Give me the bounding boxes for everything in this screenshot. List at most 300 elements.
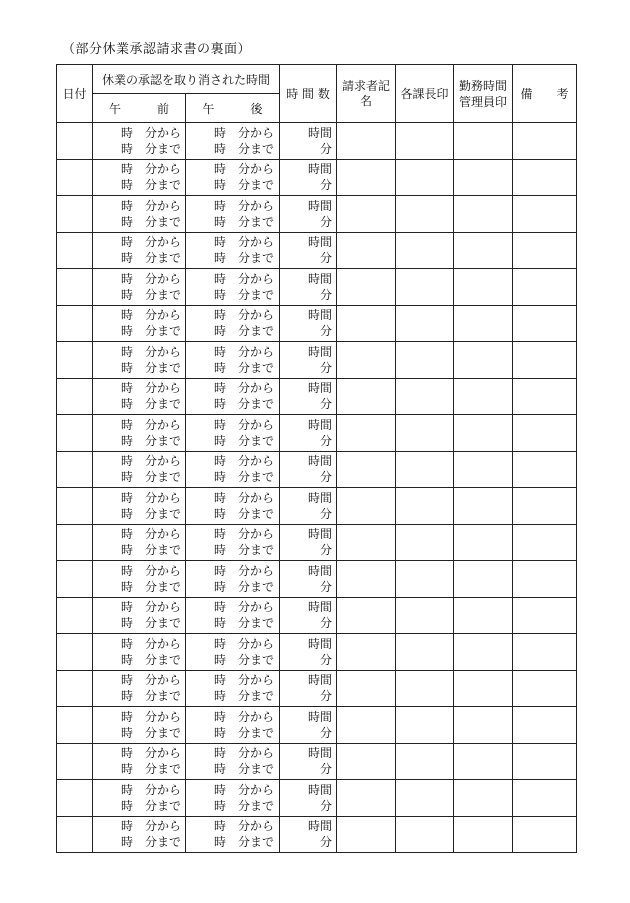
requester-cell[interactable] <box>337 305 396 342</box>
section-chief-cell[interactable] <box>396 707 454 744</box>
section-chief-cell[interactable] <box>396 634 454 671</box>
pm-time-cell[interactable] <box>186 743 280 780</box>
hours-cell[interactable] <box>280 816 337 853</box>
header-remarks: 備 考 <box>513 65 577 123</box>
pm-time-cell[interactable] <box>186 524 280 561</box>
remarks-cell[interactable] <box>513 670 577 707</box>
hours-cell[interactable] <box>280 488 337 525</box>
section-chief-cell[interactable] <box>396 123 454 160</box>
pm-to: 時 分まで <box>214 579 275 594</box>
am-to: 時 分まで <box>121 178 182 193</box>
pm-to: 時 分まで <box>214 324 275 339</box>
requester-cell[interactable] <box>337 269 396 306</box>
am-time-cell[interactable] <box>93 780 186 817</box>
am-from: 時 分から <box>121 454 182 469</box>
minutes-unit: 分 <box>320 251 333 266</box>
am-time-cell[interactable] <box>93 342 186 379</box>
remarks-cell[interactable] <box>513 342 577 379</box>
manager-cell[interactable] <box>454 342 513 379</box>
pm-time-cell[interactable] <box>186 123 280 160</box>
hours-unit: 時間 <box>308 308 333 323</box>
hours-unit: 時間 <box>308 636 333 651</box>
am-to: 時 分まで <box>121 762 182 777</box>
am-to: 時 分まで <box>121 214 182 229</box>
table-row <box>57 123 577 160</box>
am-to: 時 分まで <box>121 543 182 558</box>
manager-cell[interactable] <box>454 707 513 744</box>
remarks-cell[interactable] <box>513 232 577 269</box>
section-chief-cell[interactable] <box>396 488 454 525</box>
pm-time-cell[interactable] <box>186 634 280 671</box>
manager-cell[interactable] <box>454 159 513 196</box>
remarks-cell[interactable] <box>513 159 577 196</box>
hours-cell[interactable] <box>280 524 337 561</box>
date-cell[interactable] <box>57 451 93 488</box>
table-row <box>57 451 577 488</box>
date-cell[interactable] <box>57 816 93 853</box>
hours-unit: 時間 <box>308 235 333 250</box>
section-chief-cell[interactable] <box>396 232 454 269</box>
remarks-cell[interactable] <box>513 707 577 744</box>
minutes-unit: 分 <box>320 470 333 485</box>
manager-cell[interactable] <box>454 743 513 780</box>
am-time-cell[interactable] <box>93 159 186 196</box>
minutes-unit: 分 <box>320 725 333 740</box>
am-to: 時 分まで <box>121 251 182 266</box>
minutes-unit: 分 <box>320 141 333 156</box>
requester-cell[interactable] <box>337 780 396 817</box>
minutes-unit: 分 <box>320 397 333 412</box>
table-row <box>57 159 577 196</box>
pm-to: 時 分まで <box>214 543 275 558</box>
pm-to: 時 分まで <box>214 835 275 850</box>
hours-cell[interactable] <box>280 415 337 452</box>
section-chief-cell[interactable] <box>396 816 454 853</box>
pm-time-cell[interactable] <box>186 232 280 269</box>
pm-from: 時 分から <box>214 782 275 797</box>
header-hours: 時 間 数 <box>280 65 337 123</box>
manager-cell[interactable] <box>454 196 513 233</box>
section-chief-cell[interactable] <box>396 743 454 780</box>
am-time-cell[interactable] <box>93 670 186 707</box>
am-from: 時 分から <box>121 709 182 724</box>
section-chief-cell[interactable] <box>396 597 454 634</box>
am-to: 時 分まで <box>121 470 182 485</box>
minutes-unit: 分 <box>320 652 333 667</box>
hours-unit: 時間 <box>308 819 333 834</box>
am-to: 時 分まで <box>121 835 182 850</box>
requester-cell[interactable] <box>337 488 396 525</box>
am-time-cell[interactable] <box>93 524 186 561</box>
requester-cell[interactable] <box>337 561 396 598</box>
am-from: 時 分から <box>121 490 182 505</box>
am-to: 時 分まで <box>121 652 182 667</box>
remarks-cell[interactable] <box>513 488 577 525</box>
minutes-unit: 分 <box>320 689 333 704</box>
pm-time-cell[interactable] <box>186 159 280 196</box>
table-row <box>57 342 577 379</box>
pm-from: 時 分から <box>214 636 275 651</box>
am-from: 時 分から <box>121 235 182 250</box>
table-row <box>57 743 577 780</box>
pm-from: 時 分から <box>214 454 275 469</box>
hours-cell[interactable] <box>280 378 337 415</box>
date-cell[interactable] <box>57 707 93 744</box>
header-row-1 <box>57 65 577 94</box>
am-time-cell[interactable] <box>93 451 186 488</box>
manager-cell[interactable] <box>454 780 513 817</box>
pm-to: 時 分まで <box>214 251 275 266</box>
date-cell[interactable] <box>57 634 93 671</box>
pm-to: 時 分まで <box>214 689 275 704</box>
section-chief-cell[interactable] <box>396 415 454 452</box>
requester-cell[interactable] <box>337 159 396 196</box>
pm-to: 時 分まで <box>214 798 275 813</box>
pm-to: 時 分まで <box>214 433 275 448</box>
pm-to: 時 分まで <box>214 360 275 375</box>
minutes-unit: 分 <box>320 543 333 558</box>
requester-cell[interactable] <box>337 378 396 415</box>
remarks-cell[interactable] <box>513 123 577 160</box>
am-to: 時 分まで <box>121 324 182 339</box>
am-time-cell[interactable] <box>93 378 186 415</box>
minutes-unit: 分 <box>320 506 333 521</box>
minutes-unit: 分 <box>320 287 333 302</box>
remarks-cell[interactable] <box>513 780 577 817</box>
table-row <box>57 561 577 598</box>
pm-from: 時 分から <box>214 125 275 140</box>
hours-unit: 時間 <box>308 490 333 505</box>
pm-time-cell[interactable] <box>186 707 280 744</box>
pm-from: 時 分から <box>214 235 275 250</box>
am-time-cell[interactable] <box>93 196 186 233</box>
pm-time-cell[interactable] <box>186 269 280 306</box>
date-cell[interactable] <box>57 269 93 306</box>
pm-to: 時 分まで <box>214 141 275 156</box>
manager-cell[interactable] <box>454 123 513 160</box>
manager-cell[interactable] <box>454 269 513 306</box>
manager-cell[interactable] <box>454 378 513 415</box>
hours-cell[interactable] <box>280 123 337 160</box>
am-to: 時 分まで <box>121 397 182 412</box>
pm-from: 時 分から <box>214 819 275 834</box>
table-row <box>57 524 577 561</box>
am-time-cell[interactable] <box>93 305 186 342</box>
am-from: 時 分から <box>121 819 182 834</box>
section-chief-cell[interactable] <box>396 451 454 488</box>
header-am: 午 前 <box>93 94 186 123</box>
hours-cell[interactable] <box>280 561 337 598</box>
am-time-cell[interactable] <box>93 561 186 598</box>
am-from: 時 分から <box>121 782 182 797</box>
requester-cell[interactable] <box>337 232 396 269</box>
pm-time-cell[interactable] <box>186 342 280 379</box>
pm-to: 時 分まで <box>214 178 275 193</box>
section-chief-cell[interactable] <box>396 378 454 415</box>
remarks-cell[interactable] <box>513 524 577 561</box>
date-cell[interactable] <box>57 305 93 342</box>
am-from: 時 分から <box>121 125 182 140</box>
table-row <box>57 196 577 233</box>
pm-time-cell[interactable] <box>186 561 280 598</box>
requester-cell[interactable] <box>337 451 396 488</box>
pm-time-cell[interactable] <box>186 415 280 452</box>
manager-cell[interactable] <box>454 415 513 452</box>
section-chief-cell[interactable] <box>396 524 454 561</box>
date-cell[interactable] <box>57 670 93 707</box>
am-from: 時 分から <box>121 198 182 213</box>
table-row <box>57 232 577 269</box>
manager-cell[interactable] <box>454 561 513 598</box>
minutes-unit: 分 <box>320 433 333 448</box>
pm-to: 時 分まで <box>214 397 275 412</box>
form-caption: （部分休業承認請求書の裏面） <box>62 42 252 57</box>
remarks-cell[interactable] <box>513 451 577 488</box>
manager-cell[interactable] <box>454 670 513 707</box>
am-time-cell[interactable] <box>93 123 186 160</box>
section-chief-cell[interactable] <box>396 159 454 196</box>
section-chief-cell[interactable] <box>396 670 454 707</box>
am-to: 時 分まで <box>121 287 182 302</box>
minutes-unit: 分 <box>320 798 333 813</box>
requester-cell[interactable] <box>337 342 396 379</box>
manager-cell[interactable] <box>454 488 513 525</box>
manager-cell[interactable] <box>454 232 513 269</box>
hours-unit: 時間 <box>308 417 333 432</box>
hours-unit: 時間 <box>308 162 333 177</box>
minutes-unit: 分 <box>320 762 333 777</box>
am-time-cell[interactable] <box>93 707 186 744</box>
hours-unit: 時間 <box>308 271 333 286</box>
am-time-cell[interactable] <box>93 597 186 634</box>
manager-cell[interactable] <box>454 816 513 853</box>
manager-cell[interactable] <box>454 634 513 671</box>
hours-unit: 時間 <box>308 454 333 469</box>
am-from: 時 分から <box>121 162 182 177</box>
table-row <box>57 378 577 415</box>
manager-cell[interactable] <box>454 597 513 634</box>
am-from: 時 分から <box>121 417 182 432</box>
am-time-cell[interactable] <box>93 743 186 780</box>
hours-unit: 時間 <box>308 600 333 615</box>
pm-to: 時 分まで <box>214 616 275 631</box>
hours-unit: 時間 <box>308 563 333 578</box>
pm-from: 時 分から <box>214 490 275 505</box>
pm-from: 時 分から <box>214 162 275 177</box>
requester-cell[interactable] <box>337 816 396 853</box>
am-from: 時 分から <box>121 563 182 578</box>
date-cell[interactable] <box>57 488 93 525</box>
date-cell[interactable] <box>57 415 93 452</box>
am-from: 時 分から <box>121 746 182 761</box>
remarks-cell[interactable] <box>513 743 577 780</box>
pm-to: 時 分まで <box>214 506 275 521</box>
requester-cell[interactable] <box>337 743 396 780</box>
am-time-cell[interactable] <box>93 415 186 452</box>
am-time-cell[interactable] <box>93 816 186 853</box>
date-cell[interactable] <box>57 123 93 160</box>
hours-cell[interactable] <box>280 780 337 817</box>
hours-cell[interactable] <box>280 634 337 671</box>
remarks-cell[interactable] <box>513 415 577 452</box>
am-to: 時 分まで <box>121 798 182 813</box>
table-row <box>57 707 577 744</box>
requester-cell[interactable] <box>337 123 396 160</box>
table-row <box>57 488 577 525</box>
am-from: 時 分から <box>121 271 182 286</box>
pm-to: 時 分まで <box>214 214 275 229</box>
date-cell[interactable] <box>57 597 93 634</box>
pm-from: 時 分から <box>214 381 275 396</box>
date-cell[interactable] <box>57 780 93 817</box>
am-to: 時 分まで <box>121 141 182 156</box>
table-row <box>57 415 577 452</box>
minutes-unit: 分 <box>320 835 333 850</box>
am-time-cell[interactable] <box>93 269 186 306</box>
pm-time-cell[interactable] <box>186 816 280 853</box>
table-row <box>57 780 577 817</box>
pm-from: 時 分から <box>214 746 275 761</box>
hours-cell[interactable] <box>280 743 337 780</box>
pm-from: 時 分から <box>214 709 275 724</box>
am-from: 時 分から <box>121 344 182 359</box>
requester-cell[interactable] <box>337 196 396 233</box>
section-chief-cell[interactable] <box>396 342 454 379</box>
am-from: 時 分から <box>121 381 182 396</box>
pm-to: 時 分まで <box>214 287 275 302</box>
header-requester: 請求者記名 <box>337 65 396 123</box>
table-row <box>57 269 577 306</box>
pm-time-cell[interactable] <box>186 196 280 233</box>
am-to: 時 分まで <box>121 616 182 631</box>
pm-time-cell[interactable] <box>186 378 280 415</box>
cancellation-table <box>56 64 577 853</box>
minutes-unit: 分 <box>320 360 333 375</box>
remarks-cell[interactable] <box>513 561 577 598</box>
pm-time-cell[interactable] <box>186 597 280 634</box>
header-date: 日付 <box>57 65 93 123</box>
hours-unit: 時間 <box>308 125 333 140</box>
section-chief-cell[interactable] <box>396 196 454 233</box>
header-manager: 勤務時間 管理員印 <box>454 65 513 123</box>
pm-time-cell[interactable] <box>186 780 280 817</box>
pm-to: 時 分まで <box>214 762 275 777</box>
date-cell[interactable] <box>57 342 93 379</box>
header-cancelled-time: 休業の承認を取り消された時間 <box>93 65 280 94</box>
date-cell[interactable] <box>57 159 93 196</box>
am-to: 時 分まで <box>121 579 182 594</box>
remarks-cell[interactable] <box>513 269 577 306</box>
requester-cell[interactable] <box>337 634 396 671</box>
am-to: 時 分まで <box>121 433 182 448</box>
section-chief-cell[interactable] <box>396 780 454 817</box>
requester-cell[interactable] <box>337 707 396 744</box>
requester-cell[interactable] <box>337 415 396 452</box>
section-chief-cell[interactable] <box>396 305 454 342</box>
pm-from: 時 分から <box>214 600 275 615</box>
hours-cell[interactable] <box>280 451 337 488</box>
section-chief-cell[interactable] <box>396 561 454 598</box>
hours-cell[interactable] <box>280 305 337 342</box>
requester-cell[interactable] <box>337 524 396 561</box>
date-cell[interactable] <box>57 196 93 233</box>
hours-cell[interactable] <box>280 196 337 233</box>
manager-cell[interactable] <box>454 305 513 342</box>
hours-cell[interactable] <box>280 707 337 744</box>
am-time-cell[interactable] <box>93 488 186 525</box>
pm-from: 時 分から <box>214 417 275 432</box>
am-from: 時 分から <box>121 308 182 323</box>
hours-cell[interactable] <box>280 597 337 634</box>
date-cell[interactable] <box>57 378 93 415</box>
am-from: 時 分から <box>121 600 182 615</box>
pm-time-cell[interactable] <box>186 670 280 707</box>
table-row <box>57 816 577 853</box>
manager-cell[interactable] <box>454 451 513 488</box>
pm-time-cell[interactable] <box>186 488 280 525</box>
pm-to: 時 分まで <box>214 470 275 485</box>
hours-cell[interactable] <box>280 670 337 707</box>
hours-unit: 時間 <box>308 344 333 359</box>
hours-cell[interactable] <box>280 159 337 196</box>
remarks-cell[interactable] <box>513 305 577 342</box>
date-cell[interactable] <box>57 524 93 561</box>
pm-from: 時 分から <box>214 673 275 688</box>
am-to: 時 分まで <box>121 506 182 521</box>
pm-from: 時 分から <box>214 271 275 286</box>
hours-unit: 時間 <box>308 709 333 724</box>
am-from: 時 分から <box>121 527 182 542</box>
pm-time-cell[interactable] <box>186 305 280 342</box>
minutes-unit: 分 <box>320 214 333 229</box>
table-row <box>57 305 577 342</box>
manager-cell[interactable] <box>454 524 513 561</box>
date-cell[interactable] <box>57 561 93 598</box>
am-to: 時 分まで <box>121 360 182 375</box>
date-cell[interactable] <box>57 743 93 780</box>
am-from: 時 分から <box>121 636 182 651</box>
pm-to: 時 分まで <box>214 652 275 667</box>
pm-time-cell[interactable] <box>186 451 280 488</box>
section-chief-cell[interactable] <box>396 269 454 306</box>
minutes-unit: 分 <box>320 178 333 193</box>
am-time-cell[interactable] <box>93 232 186 269</box>
hours-unit: 時間 <box>308 746 333 761</box>
requester-cell[interactable] <box>337 597 396 634</box>
table-row <box>57 634 577 671</box>
hours-cell[interactable] <box>280 269 337 306</box>
remarks-cell[interactable] <box>513 196 577 233</box>
table-row <box>57 597 577 634</box>
remarks-cell[interactable] <box>513 597 577 634</box>
remarks-cell[interactable] <box>513 816 577 853</box>
am-to: 時 分まで <box>121 725 182 740</box>
am-time-cell[interactable] <box>93 634 186 671</box>
remarks-cell[interactable] <box>513 634 577 671</box>
requester-cell[interactable] <box>337 670 396 707</box>
hours-unit: 時間 <box>308 782 333 797</box>
hours-cell[interactable] <box>280 232 337 269</box>
am-to: 時 分まで <box>121 689 182 704</box>
date-cell[interactable] <box>57 232 93 269</box>
remarks-cell[interactable] <box>513 378 577 415</box>
hours-cell[interactable] <box>280 342 337 379</box>
minutes-unit: 分 <box>320 579 333 594</box>
header-pm: 午 後 <box>186 94 280 123</box>
pm-from: 時 分から <box>214 563 275 578</box>
minutes-unit: 分 <box>320 616 333 631</box>
pm-from: 時 分から <box>214 198 275 213</box>
